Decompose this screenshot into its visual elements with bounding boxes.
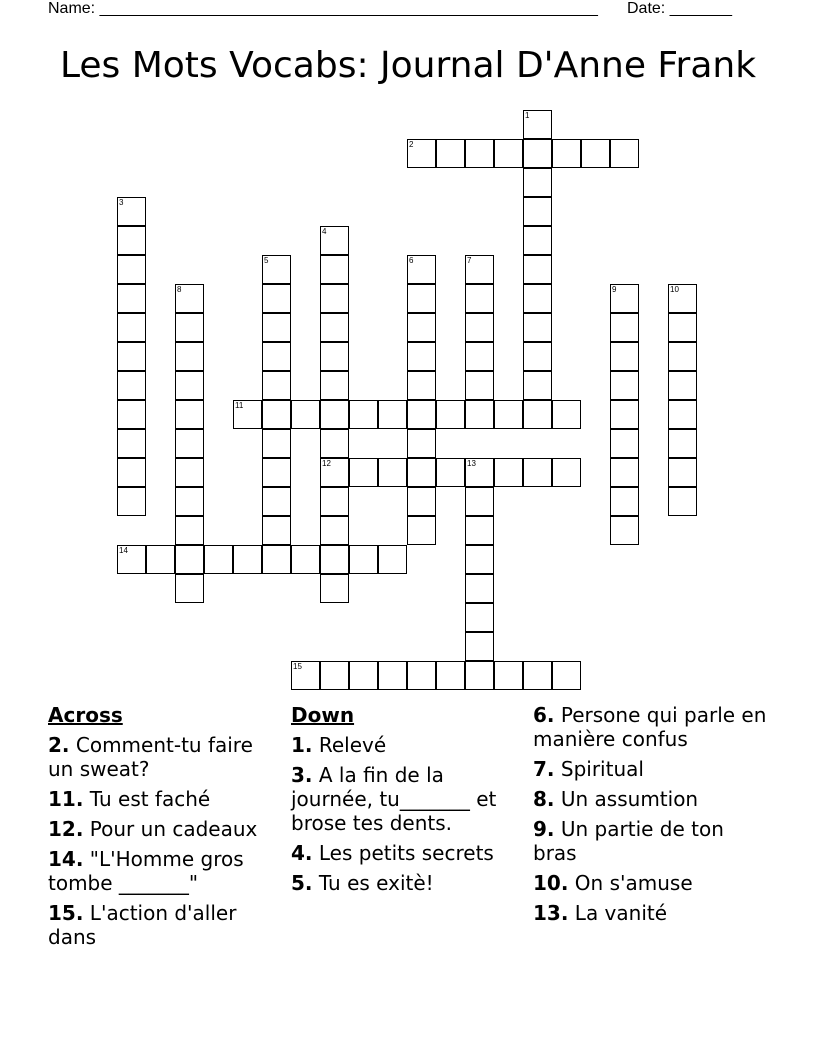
cell-number: 10	[670, 285, 679, 294]
crossword-cell[interactable]	[465, 661, 494, 690]
crossword-cell[interactable]	[320, 226, 349, 255]
crossword-cell[interactable]	[378, 400, 407, 429]
crossword-cell[interactable]	[320, 661, 349, 690]
clue-number: 15.	[48, 901, 84, 925]
crossword-cell[interactable]	[523, 313, 552, 342]
clue-number: 9.	[533, 817, 555, 841]
crossword-cell[interactable]	[378, 661, 407, 690]
crossword-cell[interactable]	[436, 458, 465, 487]
crossword-cell[interactable]	[465, 545, 494, 574]
clue-number: 3.	[291, 763, 313, 787]
clue-number: 10.	[533, 871, 569, 895]
crossword-cell[interactable]	[117, 255, 146, 284]
clue-across-11	[48, 787, 280, 811]
crossword-cell[interactable]	[262, 400, 291, 429]
crossword-cell[interactable]	[465, 284, 494, 313]
clue-down-4	[291, 841, 519, 865]
crossword-cell[interactable]	[262, 255, 291, 284]
crossword-cell[interactable]	[117, 400, 146, 429]
clue-text: Pour un cadeaux	[89, 817, 258, 841]
crossword-cell[interactable]	[465, 516, 494, 545]
crossword-cell[interactable]	[668, 429, 697, 458]
crossword-cell[interactable]	[465, 632, 494, 661]
crossword-cell[interactable]	[262, 429, 291, 458]
crossword-cell[interactable]	[175, 458, 204, 487]
clue-down-7	[533, 757, 773, 781]
crossword-cell[interactable]	[523, 284, 552, 313]
crossword-cell[interactable]	[175, 313, 204, 342]
crossword-cell[interactable]	[465, 574, 494, 603]
clue-text: Persone qui parle en manière confus	[533, 703, 767, 751]
crossword-cell[interactable]	[668, 487, 697, 516]
crossword-cell[interactable]	[320, 313, 349, 342]
crossword-cell[interactable]	[262, 516, 291, 545]
crossword-cell[interactable]	[494, 458, 523, 487]
crossword-cell[interactable]	[465, 400, 494, 429]
crossword-cell[interactable]	[407, 516, 436, 545]
crossword-cell[interactable]	[378, 545, 407, 574]
crossword-cell[interactable]	[552, 661, 581, 690]
crossword-cell[interactable]	[175, 516, 204, 545]
clue-down-13	[533, 901, 773, 925]
cell-number: 4	[322, 227, 327, 236]
crossword-cell[interactable]	[233, 400, 262, 429]
crossword-cell[interactable]	[523, 197, 552, 226]
crossword-cell[interactable]	[610, 139, 639, 168]
cell-number: 14	[119, 546, 128, 555]
clue-number: 5.	[291, 871, 313, 895]
crossword-cell[interactable]	[407, 255, 436, 284]
crossword-cell[interactable]	[523, 226, 552, 255]
crossword-cell[interactable]	[320, 516, 349, 545]
crossword-cell[interactable]	[320, 371, 349, 400]
crossword-cell[interactable]	[407, 371, 436, 400]
clue-text: Comment-tu faire un sweat?	[48, 733, 253, 781]
crossword-cell[interactable]	[610, 516, 639, 545]
crossword-cell[interactable]	[117, 487, 146, 516]
clue-text: L'action d'aller dans	[48, 901, 237, 949]
clue-number: 6.	[533, 703, 555, 727]
cell-number: 1	[525, 111, 530, 120]
crossword-cell[interactable]	[291, 661, 320, 690]
crossword-cell[interactable]	[320, 487, 349, 516]
crossword-cell[interactable]	[175, 429, 204, 458]
crossword-cell[interactable]	[610, 429, 639, 458]
crossword-cell[interactable]	[117, 197, 146, 226]
crossword-cell[interactable]	[320, 545, 349, 574]
crossword-cell[interactable]	[523, 458, 552, 487]
crossword-cell[interactable]	[436, 661, 465, 690]
crossword-cell[interactable]	[523, 342, 552, 371]
crossword-cell[interactable]	[523, 371, 552, 400]
crossword-cell[interactable]	[436, 400, 465, 429]
clue-number: 8.	[533, 787, 555, 811]
crossword-cell[interactable]	[175, 284, 204, 313]
name-field-label: Name: ________________________________________________________	[48, 0, 598, 17]
crossword-cell[interactable]	[668, 400, 697, 429]
crossword-cell[interactable]	[262, 313, 291, 342]
crossword-cell[interactable]	[494, 400, 523, 429]
crossword-cell[interactable]	[494, 139, 523, 168]
clue-across-15	[48, 901, 280, 949]
crossword-cell[interactable]	[117, 284, 146, 313]
crossword-cell[interactable]	[262, 487, 291, 516]
clue-across-14	[48, 847, 280, 895]
page-title: Les Mots Vocabs: Journal D'Anne Frank	[59, 45, 757, 86]
crossword-cell[interactable]	[320, 255, 349, 284]
crossword-cell[interactable]	[552, 458, 581, 487]
down-clues-continued-column	[533, 703, 773, 931]
cell-number: 7	[467, 256, 472, 265]
crossword-cell[interactable]	[407, 313, 436, 342]
crossword-cell[interactable]	[465, 458, 494, 487]
crossword-cell[interactable]	[117, 342, 146, 371]
crossword-cell[interactable]	[175, 400, 204, 429]
crossword-cell[interactable]	[262, 342, 291, 371]
cell-number: 3	[119, 198, 124, 207]
crossword-cell[interactable]	[262, 284, 291, 313]
crossword-cell[interactable]	[523, 400, 552, 429]
crossword-cell[interactable]	[465, 487, 494, 516]
crossword-cell[interactable]	[349, 545, 378, 574]
crossword-cell[interactable]	[320, 342, 349, 371]
crossword-cell[interactable]	[349, 458, 378, 487]
cell-number: 2	[409, 140, 414, 149]
clue-down-9	[533, 817, 773, 865]
cell-number: 8	[177, 285, 182, 294]
clue-number: 12.	[48, 817, 84, 841]
clue-down-10	[533, 871, 773, 895]
crossword-cell[interactable]	[668, 371, 697, 400]
crossword-cell[interactable]	[349, 400, 378, 429]
crossword-cell[interactable]	[320, 574, 349, 603]
clue-down-6	[533, 703, 773, 751]
clue-text: Un partie de ton bras	[533, 817, 724, 865]
crossword-cell[interactable]	[523, 139, 552, 168]
cell-number: 11	[235, 401, 244, 410]
crossword-cell[interactable]	[610, 371, 639, 400]
crossword-cell[interactable]	[117, 545, 146, 574]
down-heading: Down	[291, 703, 355, 727]
crossword-cell[interactable]	[465, 255, 494, 284]
crossword-cell[interactable]	[610, 342, 639, 371]
crossword-cell[interactable]	[668, 342, 697, 371]
crossword-cell[interactable]	[523, 255, 552, 284]
clue-number: 1.	[291, 733, 313, 757]
crossword-cell[interactable]	[407, 429, 436, 458]
crossword-cell[interactable]	[117, 429, 146, 458]
clue-text: Un assumtion	[560, 787, 699, 811]
crossword-cell[interactable]	[552, 139, 581, 168]
crossword-cell[interactable]	[320, 400, 349, 429]
crossword-cell[interactable]	[465, 371, 494, 400]
crossword-cell[interactable]	[291, 545, 320, 574]
clue-down-1	[291, 733, 519, 757]
crossword-cell[interactable]	[668, 313, 697, 342]
across-heading: Across	[48, 703, 123, 727]
clue-text: La vanité	[574, 901, 668, 925]
crossword-cell[interactable]	[610, 284, 639, 313]
clue-number: 13.	[533, 901, 569, 925]
crossword-cell[interactable]	[117, 313, 146, 342]
crossword-cell[interactable]	[668, 284, 697, 313]
crossword-cell[interactable]	[465, 313, 494, 342]
cell-number: 15	[293, 662, 302, 671]
cell-number: 13	[467, 459, 476, 468]
crossword-cell[interactable]	[204, 545, 233, 574]
crossword-cell[interactable]	[523, 110, 552, 139]
crossword-cell[interactable]	[552, 400, 581, 429]
clue-number: 7.	[533, 757, 555, 781]
crossword-cell[interactable]	[523, 168, 552, 197]
clue-down-3	[291, 763, 519, 835]
crossword-cell[interactable]	[262, 371, 291, 400]
crossword-cell[interactable]	[262, 458, 291, 487]
clue-number: 11.	[48, 787, 84, 811]
cell-number: 5	[264, 256, 269, 265]
crossword-cell[interactable]	[117, 371, 146, 400]
crossword-cell[interactable]	[465, 139, 494, 168]
crossword-cell[interactable]	[407, 661, 436, 690]
crossword-cell[interactable]	[407, 458, 436, 487]
crossword-cell[interactable]	[378, 458, 407, 487]
crossword-cell[interactable]	[349, 661, 378, 690]
clue-number: 4.	[291, 841, 313, 865]
crossword-cell[interactable]	[407, 400, 436, 429]
crossword-cell[interactable]	[407, 284, 436, 313]
crossword-cell[interactable]	[581, 139, 610, 168]
clue-text: "L'Homme gros tombe _______"	[48, 847, 244, 895]
crossword-cell[interactable]	[175, 545, 204, 574]
clue-text: A la fin de la journée, tu_______ et brose tes dents.	[291, 763, 497, 835]
clue-across-2	[48, 733, 280, 781]
crossword-cell[interactable]	[320, 429, 349, 458]
cell-number: 9	[612, 285, 617, 294]
crossword-cell[interactable]	[175, 342, 204, 371]
crossword-cell[interactable]	[407, 487, 436, 516]
clue-text: Relevé	[318, 733, 387, 757]
crossword-cell[interactable]	[610, 400, 639, 429]
crossword-cell[interactable]	[320, 458, 349, 487]
crossword-cell[interactable]	[668, 458, 697, 487]
clue-number: 14.	[48, 847, 84, 871]
crossword-cell[interactable]	[117, 226, 146, 255]
crossword-cell[interactable]	[175, 371, 204, 400]
crossword-cell[interactable]	[320, 284, 349, 313]
crossword-cell[interactable]	[117, 458, 146, 487]
crossword-cell[interactable]	[291, 400, 320, 429]
cell-number: 12	[322, 459, 331, 468]
clue-down-8	[533, 787, 773, 811]
clue-text: On s'amuse	[574, 871, 693, 895]
clue-text: Les petits secrets	[318, 841, 494, 865]
crossword-cell[interactable]	[407, 342, 436, 371]
crossword-cell[interactable]	[436, 139, 465, 168]
crossword-cell[interactable]	[146, 545, 175, 574]
clue-text: Tu es exitè!	[318, 871, 434, 895]
cell-number: 6	[409, 256, 414, 265]
date-field-label: Date: _______	[627, 0, 732, 17]
crossword-cell[interactable]	[233, 545, 262, 574]
crossword-cell[interactable]	[610, 487, 639, 516]
clue-text: Spiritual	[560, 757, 644, 781]
down-clues-column	[291, 703, 519, 901]
crossword-cell[interactable]	[407, 139, 436, 168]
crossword-cell[interactable]	[610, 313, 639, 342]
clue-across-12	[48, 817, 280, 841]
crossword-cell[interactable]	[465, 603, 494, 632]
crossword-cell[interactable]	[262, 545, 291, 574]
clue-number: 2.	[48, 733, 70, 757]
crossword-cell[interactable]	[175, 487, 204, 516]
crossword-cell[interactable]	[610, 458, 639, 487]
crossword-cell[interactable]	[494, 661, 523, 690]
crossword-cell[interactable]	[175, 574, 204, 603]
clue-down-5	[291, 871, 519, 895]
crossword-cell[interactable]	[523, 661, 552, 690]
crossword-cell[interactable]	[465, 342, 494, 371]
clue-text: Tu est faché	[89, 787, 211, 811]
across-clues-column	[48, 703, 280, 955]
